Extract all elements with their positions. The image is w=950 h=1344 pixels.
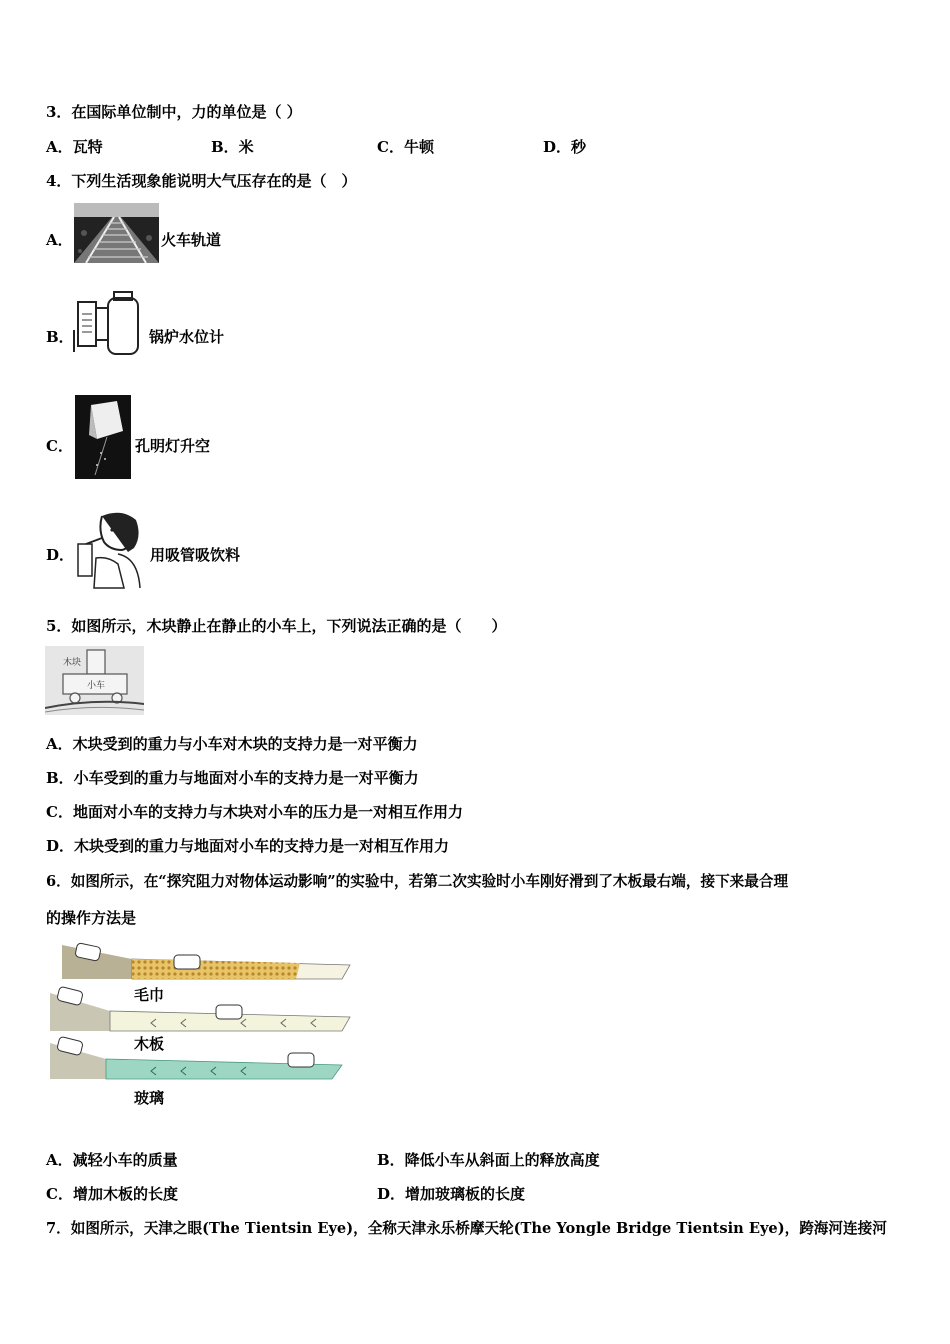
q3-option-c: C．牛顿 (377, 138, 434, 156)
q6-stem-line1: 6．如图所示，在“探究阻力对物体运动影响”的实验中，若第二次实验时小车刚好滑到了木板最右端，接下来最合理 (46, 873, 789, 890)
q3-option-d: D．秒 (543, 138, 587, 156)
glass-label: 玻璃 (134, 1089, 165, 1107)
wood-board-label: 木板 (134, 1035, 165, 1053)
q3-stem: 3．在国际单位制中，力的单位是（ ） (46, 103, 302, 121)
q6-stem-line2: 的操作方法是 (46, 909, 137, 927)
sky-lantern-image (75, 395, 131, 479)
q4-option-a-caption: 火车轨道 (161, 231, 222, 249)
cart-label: 小车 (87, 681, 106, 691)
q3-option-b: B．米 (211, 138, 254, 156)
boiler-gauge-image (72, 290, 144, 358)
q5-option-b: B．小车受到的重力与地面对小车的支持力是一对平衡力 (46, 769, 419, 787)
block-on-cart-figure (45, 646, 144, 715)
towel-label: 毛巾 (134, 986, 165, 1004)
q4-option-a-label: A． (46, 231, 73, 249)
q5-option-a: A．木块受到的重力与小车对木块的支持力是一对平衡力 (46, 735, 418, 753)
drinking-straw-image (72, 508, 144, 590)
q5-option-c: C．地面对小车的支持力与木块对小车的压力是一对相互作用力 (46, 803, 463, 821)
q6-option-a: A．减轻小车的质量 (46, 1151, 178, 1169)
q4-stem: 4．下列生活现象能说明大气压存在的是（ ） (46, 172, 357, 190)
q3-option-a: A．瓦特 (46, 138, 103, 156)
q4-option-d-label: D． (46, 546, 75, 564)
railway-track-image (74, 203, 159, 263)
q4-option-c-caption: 孔明灯升空 (135, 437, 211, 455)
q4-option-d-caption: 用吸管吸饮料 (150, 546, 241, 564)
q7-stem: 7．如图所示，天津之眼(The Tientsin Eye)，全称天津永乐桥摩天轮(The Yongle Bridge Tientsin Eye)，跨海河连接河 (46, 1220, 887, 1237)
q4-option-b-label: B． (46, 328, 74, 346)
q6-option-d: D．增加玻璃板的长度 (377, 1185, 526, 1203)
block-label: 木块 (63, 658, 82, 668)
q5-option-d: D．木块受到的重力与地面对小车的支持力是一对相互作用力 (46, 837, 450, 855)
q6-option-c: C．增加木板的长度 (46, 1185, 178, 1203)
q5-stem: 5．如图所示，木块静止在静止的小车上，下列说法正确的是（ ） (46, 617, 507, 635)
q6-option-b: B．降低小车从斜面上的释放高度 (377, 1151, 600, 1169)
friction-ramp-figure (46, 935, 356, 1085)
q4-option-c-label: C． (46, 437, 73, 455)
q4-option-b-caption: 锅炉水位计 (149, 328, 225, 346)
